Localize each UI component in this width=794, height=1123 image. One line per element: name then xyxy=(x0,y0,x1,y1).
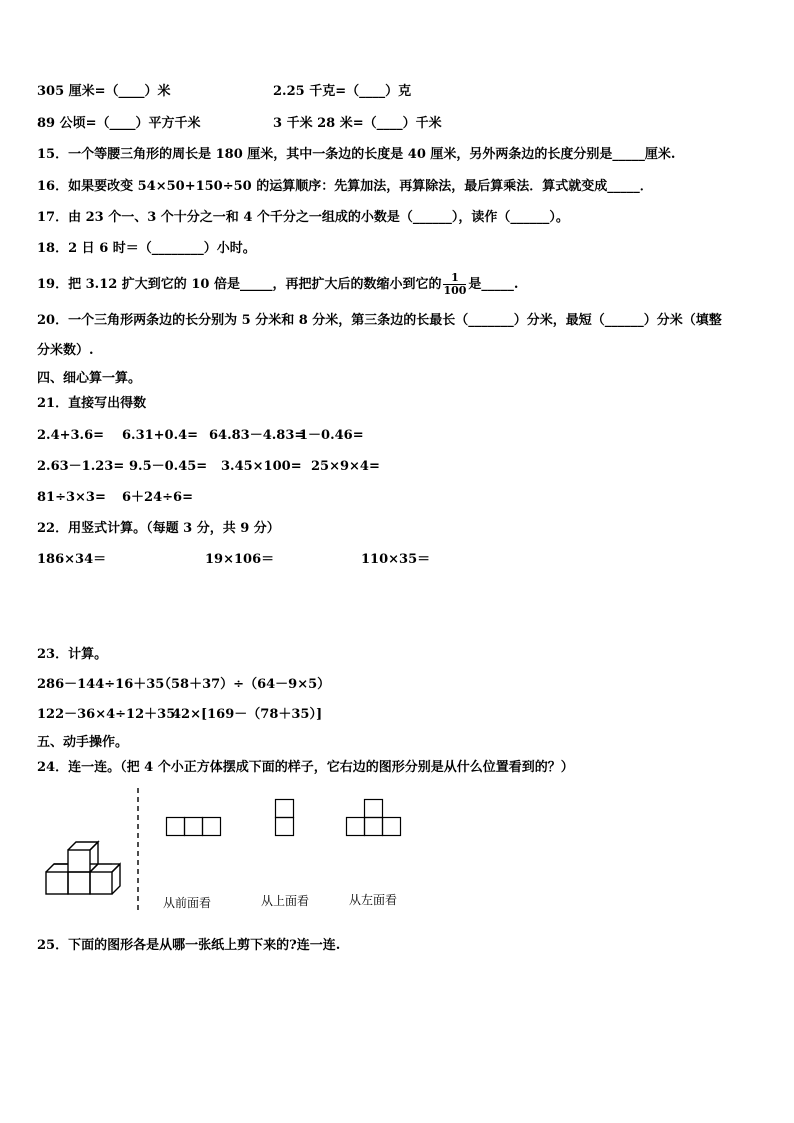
question-23: 23．计算。 xyxy=(37,647,108,662)
conversion-kg-to-g: 2.25 千克=（____）克 xyxy=(273,84,412,99)
question-22: 22．用竖式计算。（每题 3 分，共 9 分） xyxy=(37,521,280,536)
calc-item: 2.4+3.6= xyxy=(37,428,105,443)
question-18: 18．2 日 6 时＝（________）小时。 xyxy=(37,241,256,256)
vertical-calc-item: 110×35＝ xyxy=(361,552,431,567)
conversion-hectare-to-km2: 89 公顷=（____）平方千米 xyxy=(37,116,201,131)
three-squares-row-view xyxy=(166,817,222,837)
label-left-view: 从左面看 xyxy=(349,893,398,907)
expression-item: 42×[169－（78＋35）] xyxy=(172,707,323,722)
calc-item: 2.63－1.23= xyxy=(37,459,125,474)
section-5-heading: 五、动手操作。 xyxy=(37,735,129,750)
question-21: 21．直接写出得数 xyxy=(37,396,147,411)
two-squares-column-view xyxy=(275,799,295,837)
question-16: 16．如果要改变 54×50+150÷50 的运算顺序：先算加法，再算除法，最后算乘法．算式就变成_____． xyxy=(37,179,653,194)
question-20: 20．一个三角形两条边的长分别为 5 分米和 8 分米，第三条边的长最长（_______）分米，最短（______）分米（填整 xyxy=(37,313,722,328)
calc-item: 25×9×4= xyxy=(311,459,380,474)
vertical-calc-item: 186×34＝ xyxy=(37,552,107,567)
cube-stack-figure xyxy=(44,820,124,900)
question-19 xyxy=(37,271,518,299)
calc-item: 81÷3×3= xyxy=(37,490,106,505)
expression-item: （58＋37）÷（64－9×5） xyxy=(158,677,331,692)
section-4-heading: 四、细心算一算。 xyxy=(37,371,142,386)
calc-item: 6.31+0.4= xyxy=(122,428,199,443)
calc-item: 6＋24÷6= xyxy=(122,490,193,505)
fraction-numerator: 1 xyxy=(443,272,466,285)
question-25: 25．下面的图形各是从哪一张纸上剪下来的?连一连. xyxy=(37,938,341,953)
fraction-denominator: 100 xyxy=(443,284,467,297)
calc-item: 1－0.46= xyxy=(299,428,364,443)
dashed-divider xyxy=(136,788,140,913)
expression-item: 286－144÷16＋35 xyxy=(37,677,165,692)
question-20-continued: 分米数）. xyxy=(37,343,94,358)
t-shape-squares-view xyxy=(346,799,402,837)
question-19-tail: 是_____. xyxy=(468,277,519,292)
vertical-calc-item: 19×106＝ xyxy=(205,552,275,567)
calc-item: 9.5－0.45= xyxy=(129,459,208,474)
calc-item: 64.83－4.83= xyxy=(209,428,306,443)
question-17: 17．由 23 个一、3 个十分之一和 4 个千分之一组成的小数是（______），读作（______）。 xyxy=(37,210,569,225)
label-top-view: 从上面看 xyxy=(261,894,310,908)
question-19-text: 19．把 3.12 扩大到它的 10 倍是_____，再把扩大后的数缩小到它的 xyxy=(37,277,442,292)
label-front-view: 从前面看 xyxy=(163,896,212,910)
conversion-km-m-to-km: 3 千米 28 米=（____）千米 xyxy=(273,116,442,131)
calc-item: 3.45×100= xyxy=(221,459,302,474)
fraction-one-hundredth xyxy=(443,272,466,297)
conversion-cm-to-m: 305 厘米=（____）米 xyxy=(37,84,171,99)
expression-item: 122－36×4÷12＋35 xyxy=(37,707,176,722)
question-24: 24．连一连。（把 4 个小正方体摆成下面的样子，它右边的图形分别是从什么位置看到的？） xyxy=(37,760,574,775)
question-15: 15．一个等腰三角形的周长是 180 厘米，其中一条边的长度是 40 厘米，另外两条边的长度分别是_____厘米. xyxy=(37,147,676,162)
